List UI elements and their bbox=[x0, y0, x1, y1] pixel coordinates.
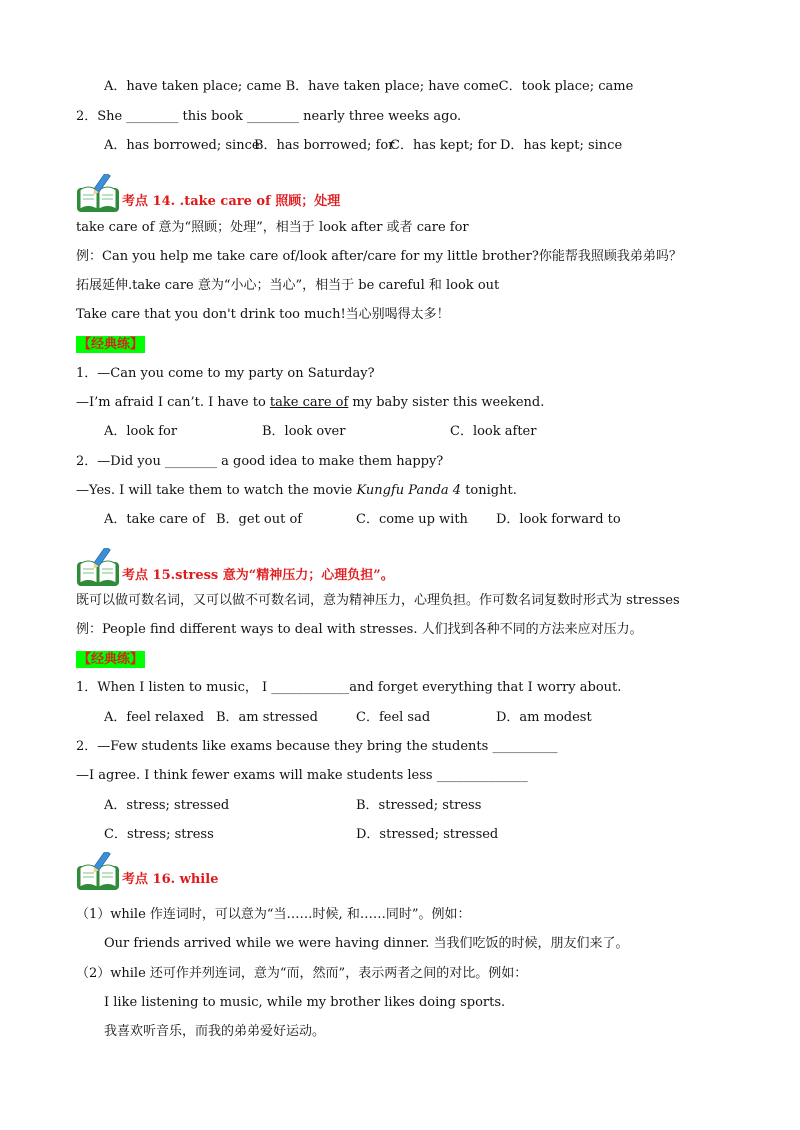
section-14-line-3: 拓展延伸.take care 意为“小心；当心”，相当于 be careful 和 look out bbox=[76, 278, 500, 293]
section-16-line-5: 我喜欢听音乐，而我的弟弟爱好运动。 bbox=[104, 1024, 326, 1039]
s14-q2-option-c: C．come up with bbox=[356, 512, 468, 527]
s14-q1-option-c: C．look after bbox=[450, 424, 537, 439]
section-15-line-2: 例：People find different ways to deal with stresses. 人们找到各种不同的方法来应对压力。 bbox=[76, 622, 643, 637]
prev-q2-option-d: D．has kept; since bbox=[500, 138, 623, 153]
prev-q2-text: 2．She ________ this book ________ nearly three weeks ago. bbox=[76, 109, 462, 124]
book-pencil-icon bbox=[76, 548, 120, 588]
s15-q1-option-b: B．am stressed bbox=[216, 710, 318, 725]
s15-q2-line-2: —I agree. I think fewer exams will make students less ______________ bbox=[76, 768, 528, 783]
s14-q2-movie-title: Kungfu Panda 4 bbox=[356, 483, 462, 498]
s15-q2-option-a: A．stress; stressed bbox=[104, 798, 230, 813]
s14-q1-line-2-post: my baby sister this weekend. bbox=[348, 395, 545, 410]
s15-q1-option-a: A．feel relaxed bbox=[104, 710, 205, 725]
section-14-line-1: take care of 意为“照顾；处理”，相当于 look after 或者 care for bbox=[76, 220, 469, 235]
s14-q1-line-1: 1．—Can you come to my party on Saturday? bbox=[76, 366, 375, 381]
s14-q1-option-a: A．look for bbox=[104, 424, 178, 439]
section-14-line-2: 例：Can you help me take care of/look after/care for my little brother?你能帮我照顾我弟弟吗？ bbox=[76, 249, 682, 264]
prev-q2-option-c: C．has kept; for bbox=[390, 138, 497, 153]
s14-q2-option-a: A．take care of bbox=[104, 512, 205, 527]
section-15-title: 考点 15.stress 意为“精神压力；心理负担”。 bbox=[122, 568, 394, 583]
s15-q2-option-b: B．stressed; stress bbox=[356, 798, 482, 813]
practice-tag: 【经典练】 bbox=[78, 652, 144, 667]
prev-q1-options: A．have taken place; came B．have taken place; have comeC．took place; came bbox=[104, 79, 634, 94]
book-pencil-icon bbox=[76, 174, 120, 214]
practice-tag: 【经典练】 bbox=[78, 337, 144, 352]
section-15-line-1: 既可以做可数名词，又可以做不可数名词，意为精神压力，心理负担。作可数名词复数时形式为 stresses bbox=[76, 593, 680, 608]
section-14-title: 考点 14. .take care of 照顾；处理 bbox=[122, 194, 341, 209]
s15-q2-option-c: C．stress; stress bbox=[104, 827, 214, 842]
s15-q1-option-c: C．feel sad bbox=[356, 710, 431, 725]
s15-q2-option-d: D．stressed; stressed bbox=[356, 827, 499, 842]
prev-q2-option-b: B．has borrowed; for bbox=[254, 138, 395, 153]
s14-q2-option-d: D．look forward to bbox=[496, 512, 621, 527]
s14-q2-line-2 bbox=[76, 482, 517, 500]
section-16-line-3: （2）while 还可作并列连词，意为“而，然而”，表示两者之间的对比。例如： bbox=[76, 966, 528, 981]
s14-q2-line-1: 2．—Did you ________ a good idea to make them happy? bbox=[76, 454, 444, 469]
section-16-title: 考点 16. while bbox=[122, 872, 219, 887]
s14-q2-option-b: B．get out of bbox=[216, 512, 303, 527]
s14-q1-line-2-pre: —I’m afraid I can’t. I have to bbox=[76, 395, 270, 410]
s14-q2-line-2-post: tonight. bbox=[461, 483, 517, 498]
book-pencil-icon bbox=[76, 852, 120, 892]
section-14-line-4: Take care that you don't drink too much!当心别喝得太多！ bbox=[76, 307, 450, 322]
section-16-line-2: Our friends arrived while we were having dinner. 当我们吃饭的时候，朋友们来了。 bbox=[104, 936, 629, 951]
s15-q1-line-1: 1．When I listen to music， I ____________and forget everything that I worry about. bbox=[76, 680, 622, 695]
s15-q2-line-1: 2．—Few students like exams because they bring the students __________ bbox=[76, 739, 558, 754]
s14-q1-option-b: B．look over bbox=[262, 424, 346, 439]
s14-q1-underlined-phrase: take care of bbox=[269, 395, 349, 410]
s15-q1-option-d: D．am modest bbox=[496, 710, 592, 725]
prev-q2-option-a: A．has borrowed; since bbox=[104, 138, 260, 153]
section-16-line-1: （1）while 作连词时，可以意为“当……时候, 和……同时”。例如： bbox=[76, 907, 471, 922]
s14-q1-line-2 bbox=[76, 394, 544, 412]
section-16-line-4: I like listening to music, while my brother likes doing sports. bbox=[104, 995, 506, 1010]
s14-q2-line-2-pre: —Yes. I will take them to watch the movie bbox=[76, 483, 357, 498]
